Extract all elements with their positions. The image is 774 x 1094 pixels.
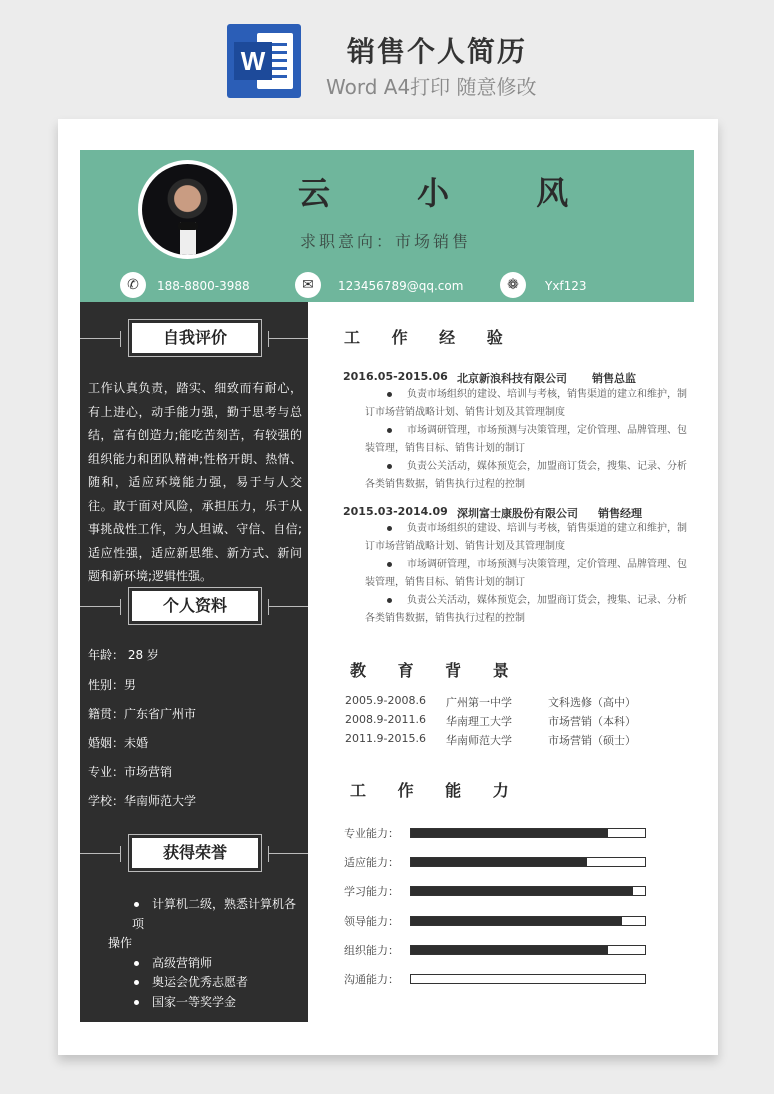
word-logo-letter: W (234, 42, 272, 80)
job-company: 深圳富士康股份有限公司 (457, 507, 578, 520)
skill-label: 学习能力： (344, 885, 399, 898)
word-logo-icon (227, 24, 301, 98)
email-icon: ✉ (295, 272, 321, 298)
skill-label: 专业能力： (344, 827, 399, 840)
work-experience-title: 工 作 经 验 (344, 328, 516, 347)
skill-bar (410, 916, 646, 926)
info-major: 专业：市场营销 (88, 765, 173, 779)
list-item: 负责市场组织的建设、培训与考核，销售渠道的建立和维护，制订市场营销战略计划、销售计划及其管理制度 (365, 386, 687, 422)
section-personal-info (80, 587, 308, 627)
job-period: 2015.03-2014.09 (343, 505, 448, 518)
job-duties (365, 386, 687, 494)
job-duties (365, 520, 687, 628)
job-company: 北京新浪科技有限公司 (457, 372, 567, 385)
skill-bar (410, 886, 646, 896)
section-title: 获得荣誉 (132, 838, 258, 868)
avatar (138, 160, 237, 259)
section-title: 个人资料 (132, 591, 258, 621)
education-title: 教 育 背 景 (350, 661, 522, 680)
phone-icon: ✆ (120, 272, 146, 298)
skills-title: 工 作 能 力 (350, 781, 522, 800)
section-self-evaluation (80, 319, 308, 359)
candidate-name: 云 小 风 (298, 174, 607, 212)
list-item: 国家一等奖学金 (108, 993, 304, 1013)
skill-bar (410, 974, 646, 984)
skill-label: 组织能力： (344, 944, 399, 957)
info-age: 年龄： 28 岁 (88, 648, 159, 662)
banner-subtitle: Word A4打印 随意修改 (326, 75, 537, 99)
section-title: 自我评价 (132, 323, 258, 353)
list-item: 负责公关活动，媒体预览会，加盟商订货会，搜集、记录、分析各类销售数据，销售执行过程的控制 (365, 592, 687, 628)
honors-list (108, 895, 304, 1012)
info-marital: 婚姻：未婚 (88, 736, 149, 750)
info-hometown: 籍贯：广东省广州市 (88, 707, 197, 721)
profile-photo (142, 164, 233, 255)
job-position: 销售经理 (598, 507, 642, 520)
skill-label: 沟通能力： (344, 973, 399, 986)
section-honors (80, 834, 308, 874)
list-item: 计算机二级，熟悉计算机各项 (108, 895, 304, 934)
skill-label: 领导能力： (344, 915, 399, 928)
banner-title: 销售个人简历 (347, 35, 528, 68)
wechat-id: Yxf123 (545, 279, 587, 293)
list-item: 奥运会优秀志愿者 (108, 973, 304, 993)
list-item: 负责市场组织的建设、培训与考核，销售渠道的建立和维护，制订市场营销战略计划、销售计划及其管理制度 (365, 520, 687, 556)
phone-number: 188-8800-3988 (157, 279, 250, 293)
job-period: 2016.05-2015.06 (343, 370, 448, 383)
job-position: 销售总监 (592, 372, 636, 385)
list-item: 市场调研管理，市场预测与决策管理，定价管理、品牌管理、包装管理，销售目标、销售计划的制订 (365, 422, 687, 458)
list-item-continuation: 操作 (108, 936, 133, 950)
list-item: 负责公关活动，媒体预览会，加盟商订货会，搜集、记录、分析各类销售数据，销售执行过程的控制 (365, 458, 687, 494)
skill-bar (410, 945, 646, 955)
skill-bar (410, 828, 646, 838)
email-address: 123456789@qq.com (338, 279, 464, 293)
info-gender: 性别：男 (88, 678, 137, 692)
self-evaluation-text: 工作认真负责，踏实、细致而有耐心，有上进心，动手能力强，勤于思考与总结，富有创造力;能吃苦刻苦，有较强的组织能力和团队精神;性格开朗、热情、随和，适应环境能力强，易于与人交往。敢于面对风险，承担压力，乐于从事挑战性工作，为人坦诚、守信、自信;适应性强，适应新思维、新方式、新问题和新环境;逻辑性强。 (88, 381, 302, 583)
list-item: 高级营销师 (108, 954, 304, 974)
list-item: 市场调研管理，市场预测与决策管理，定价管理、品牌管理、包装管理，销售目标、销售计划的制订 (365, 556, 687, 592)
job-intent: 求职意向：市场销售 (300, 232, 472, 251)
wechat-icon: ❁ (500, 272, 526, 298)
skill-bar (410, 857, 646, 867)
skill-label: 适应能力： (344, 856, 399, 869)
info-school: 学校：华南师范大学 (88, 794, 197, 808)
